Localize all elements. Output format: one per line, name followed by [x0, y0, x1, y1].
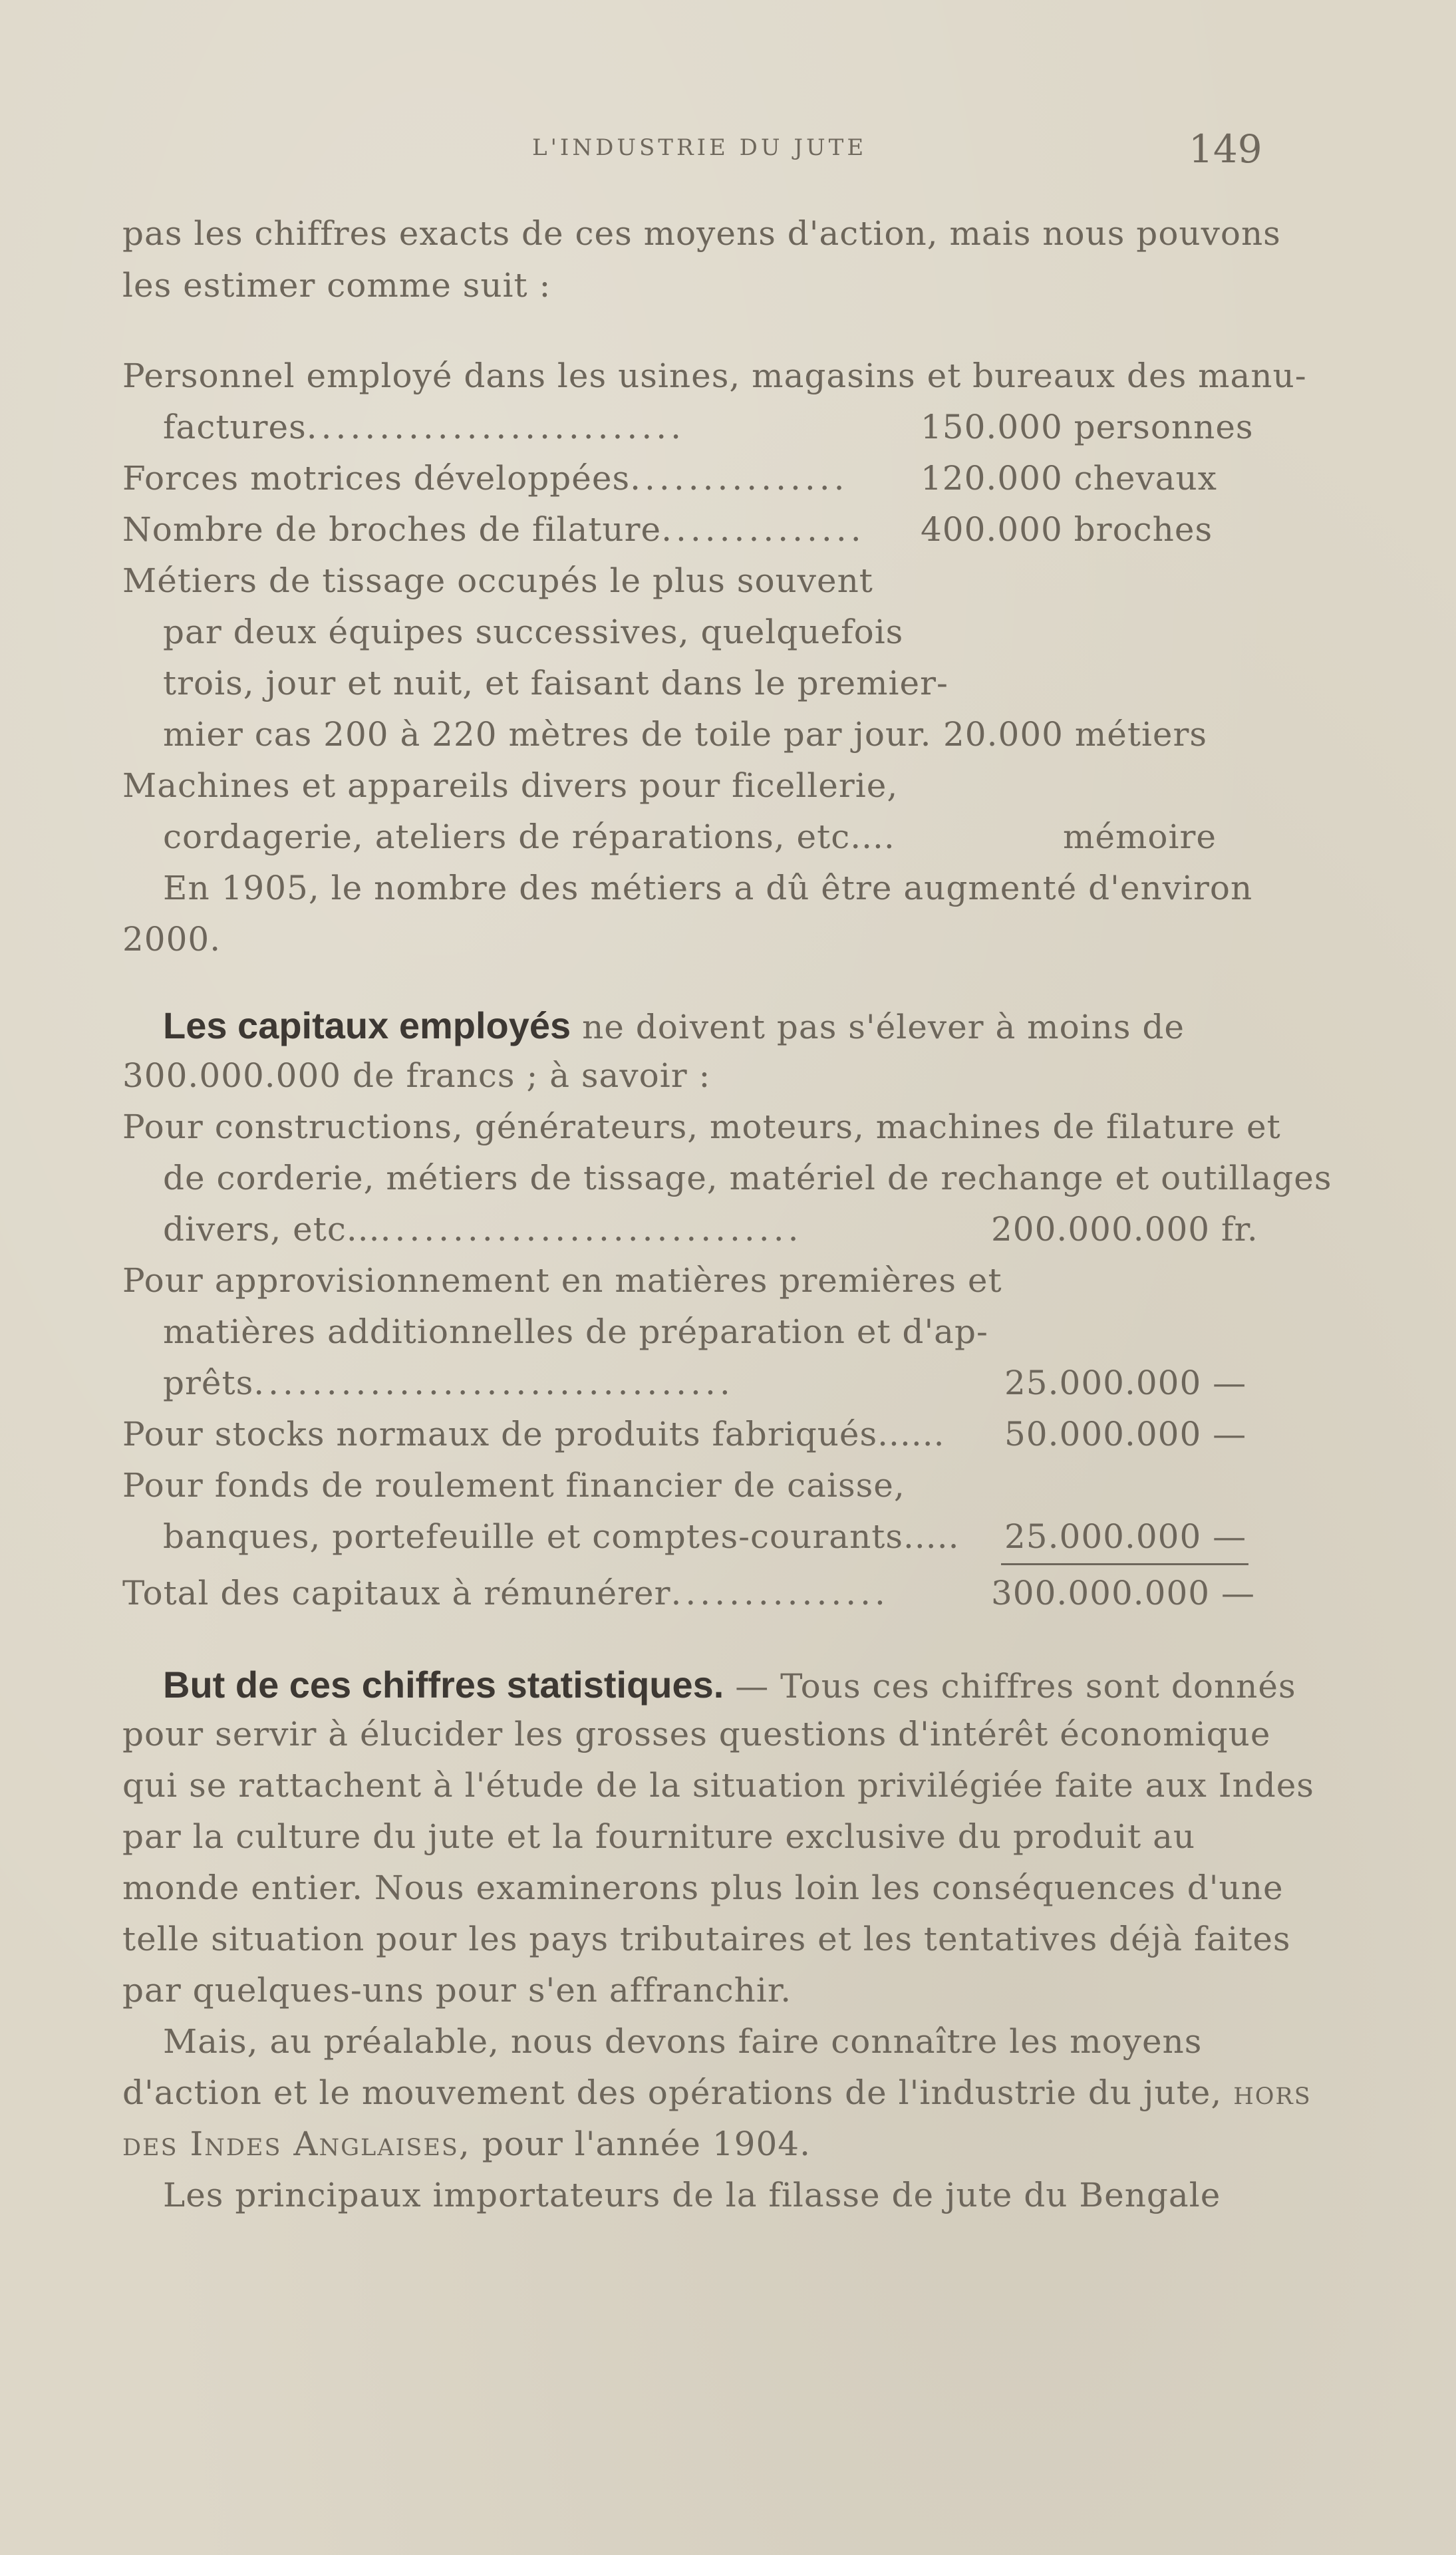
- personnel-line-1: Personnel employé dans les usines, magasins et bureaux des manu-: [122, 357, 1307, 395]
- metiers-line-2: par deux équipes successives, quelquefois: [163, 613, 904, 651]
- machines-line-1: Machines et appareils divers pour ficellerie,: [122, 766, 899, 805]
- paragraph2-line-2: d'action et le mouvement des opérations de l'industrie du jute, hors: [122, 2073, 1312, 2112]
- intro-line-1: pas les chiffres exacts de ces moyens d'action, mais nous pouvons: [122, 214, 1281, 253]
- but-line-6: telle situation pour les pays tributaires et les tentatives déjà faites: [122, 1920, 1291, 1958]
- fonds-line-2: banques, portefeuille et comptes-courants.....: [163, 1517, 960, 1556]
- constructions-line-1: Pour constructions, générateurs, moteurs, machines de filature et: [122, 1108, 1281, 1146]
- capitals-line-1: Les capitaux employés ne doivent pas s'élever à moins de: [163, 1004, 1185, 1046]
- forces-value: 120.000 chevaux: [921, 459, 1217, 498]
- page-number: 149: [1189, 126, 1262, 172]
- metiers-value: 20.000 métiers: [943, 715, 1208, 754]
- paragraph2-line-3: des Indes Anglaises, pour l'année 1904.: [122, 2125, 811, 2163]
- constructions-value: 200.000.000 fr.: [991, 1210, 1258, 1249]
- note-line-2: 2000.: [122, 920, 221, 959]
- capitals-heading: Les capitaux employés: [163, 1004, 571, 1046]
- constructions-line-3: divers, etc................................: [163, 1210, 803, 1249]
- paragraph2-line-1: Mais, au préalable, nous devons faire connaître les moyens: [163, 2022, 1203, 2061]
- forces-label: Forces motrices développées...............: [122, 459, 849, 498]
- machines-line-2: cordagerie, ateliers de réparations, etc....: [163, 818, 895, 856]
- constructions-line-2: de corderie, métiers de tissage, matériel de rechange et outillages: [163, 1159, 1332, 1197]
- total-value: 300.000.000 —: [991, 1574, 1255, 1612]
- paragraph3-line-1: Les principaux importateurs de la filasse de jute du Bengale: [163, 2176, 1221, 2214]
- intro-line-2: les estimer comme suit :: [122, 266, 551, 305]
- approv-line-3: prêts.................................: [163, 1364, 734, 1402]
- machines-value: mémoire: [1063, 818, 1217, 856]
- broches-label: Nombre de broches de filature..............: [122, 510, 865, 549]
- fonds-line-1: Pour fonds de roulement financier de caisse,: [122, 1466, 905, 1505]
- metiers-line-1: Métiers de tissage occupés le plus souvent: [122, 561, 873, 600]
- total-label: Total des capitaux à rémunérer...............: [122, 1574, 889, 1612]
- fonds-value: 25.000.000 —: [1004, 1517, 1247, 1556]
- but-line-4: par la culture du jute et la fourniture exclusive du produit au: [122, 1817, 1196, 1856]
- metiers-line-4: mier cas 200 à 220 mètres de toile par jour.: [163, 715, 932, 754]
- but-line-1: But de ces chiffres statistiques. — Tous ces chiffres sont donnés: [163, 1664, 1296, 1706]
- approv-line-2: matières additionnelles de préparation et d'ap-: [163, 1312, 988, 1351]
- but-line-7: par quelques-uns pour s'en affranchir.: [122, 1971, 792, 2010]
- but-heading: But de ces chiffres statistiques.: [163, 1664, 724, 1706]
- note-line-1: En 1905, le nombre des métiers a dû être augmenté d'environ: [163, 869, 1253, 907]
- total-rule: [1001, 1563, 1248, 1565]
- approv-value: 25.000.000 —: [1004, 1364, 1247, 1402]
- personnel-value: 150.000 personnes: [921, 408, 1254, 446]
- approv-line-1: Pour approvisionnement en matières premières et: [122, 1261, 1002, 1300]
- metiers-line-3: trois, jour et nuit, et faisant dans le premier-: [163, 664, 948, 702]
- running-title: L'INDUSTRIE DU JUTE: [532, 134, 867, 161]
- stocks-value: 50.000.000 —: [1004, 1415, 1247, 1453]
- stocks-label: Pour stocks normaux de produits fabriqués......: [122, 1415, 945, 1453]
- but-line-2: pour servir à élucider les grosses questions d'intérêt économique: [122, 1715, 1271, 1753]
- broches-value: 400.000 broches: [921, 510, 1213, 549]
- but-line-5: monde entier. Nous examinerons plus loin les conséquences d'une: [122, 1869, 1284, 1907]
- but-line-3: qui se rattachent à l'étude de la situation privilégiée faite aux Indes: [122, 1766, 1314, 1805]
- capitals-line-2: 300.000.000 de francs ; à savoir :: [122, 1056, 711, 1095]
- personnel-line-2: factures..........................: [163, 408, 685, 446]
